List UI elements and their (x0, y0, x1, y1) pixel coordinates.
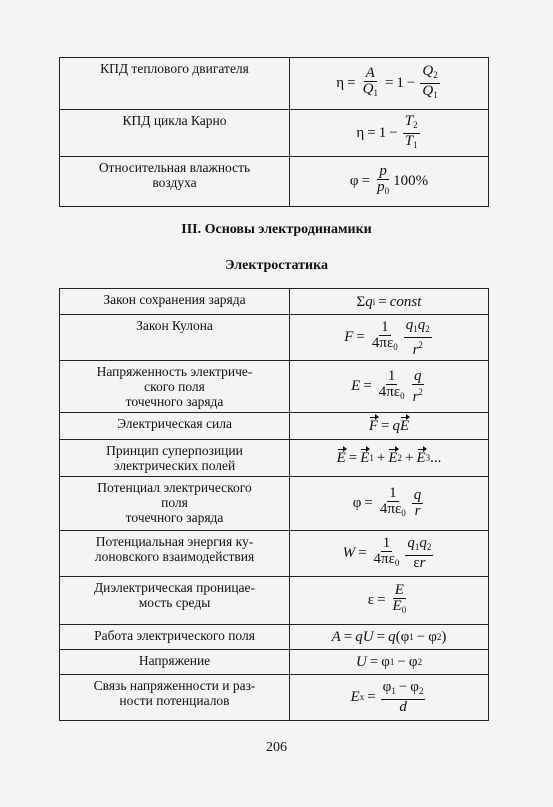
table-row (60, 531, 489, 577)
table-row (60, 413, 489, 440)
row-label: Работа электрического поля (60, 625, 290, 650)
formula-charge-conservation: Σ q i = const (290, 289, 489, 315)
row-label: Потенциал электрического поля точечного заряда (60, 477, 290, 531)
row-label: Закон Кулона (60, 315, 290, 361)
row-label: Связь напряженности и раз- ности потенциалов (60, 675, 290, 721)
table-row (60, 577, 489, 625)
row-label: Электрическая сила (60, 413, 290, 440)
formula-point-charge-field: E = $\frac{1}{4\pi\varepsilon_0}$ $\frac{q}{r^2}$ (290, 361, 489, 413)
electrostatics-formula-table (59, 288, 489, 721)
table-row (60, 477, 489, 531)
formula-dielectric-permittivity: ε = $\frac{E}{E_0}$ (290, 577, 489, 625)
row-label: Напряженность электриче- ского поля точечного заряда (60, 361, 290, 413)
table-row (60, 58, 489, 110)
formula-voltage: U = φ 1 − φ 2 (290, 650, 489, 675)
table-row (60, 157, 489, 207)
row-label: Принцип суперпозиции электрических полей (60, 440, 290, 477)
table-row (60, 625, 489, 650)
section-title: III. Основы электродинамики (181, 222, 372, 237)
row-label: Напряжение (60, 650, 290, 675)
table-row (60, 315, 489, 361)
row-label: Закон сохранения заряда (60, 289, 290, 315)
formula-point-charge-potential: φ = $\frac{1}{4\pi\varepsilon_0}$ $\frac{q}{r}$ (290, 477, 489, 531)
table-row (60, 110, 489, 157)
formula-superposition: E = E 1 + E 2 + E 3 ... (290, 440, 489, 477)
row-label: Потенциальная энергия ку- лоновского взаимодействия (60, 531, 290, 577)
thermo-formula-table (59, 57, 489, 207)
page-number: 206 (266, 740, 287, 755)
row-label: Диэлектрическая проницае- мость среды (60, 577, 290, 625)
formula-relative-humidity: φ = $\frac{p}{p_0}$ 100% (290, 157, 489, 207)
section-subtitle: Электростатика (225, 258, 328, 273)
row-label: Относительная влажность воздуха (60, 157, 290, 207)
table-row (60, 650, 489, 675)
table-row (60, 440, 489, 477)
row-label: КПД цикла Карно (60, 110, 290, 157)
formula-electric-force: F = q E (290, 413, 489, 440)
table-row (60, 675, 489, 721)
formula-field-work: A = qU = q (φ 1 − φ 2 ) (290, 625, 489, 650)
table-row (60, 361, 489, 413)
formula-carnot-efficiency: η = 1 − $\frac{T_2}{T_1}$ (290, 110, 489, 157)
row-label: КПД теплового двигателя (60, 58, 290, 110)
table-row (60, 289, 489, 315)
formula-heat-engine-efficiency: η = $\frac{A}{Q_1}$ = 1 − $\frac{Q_2}{Q_1}$ (290, 58, 489, 110)
formula-coulomb-law: F = $\frac{1}{4\pi\varepsilon_0}$ $\frac{q_1q_2}{r^2}$ (290, 315, 489, 361)
formula-field-potential-relation: E x = $\frac{\varphi_1 - \varphi_2}{d}$ (290, 675, 489, 721)
formula-coulomb-potential-energy: W = $\frac{1}{4\pi\varepsilon_0}$ $\frac{q_1q_2}{\varepsilon r}$ (290, 531, 489, 577)
